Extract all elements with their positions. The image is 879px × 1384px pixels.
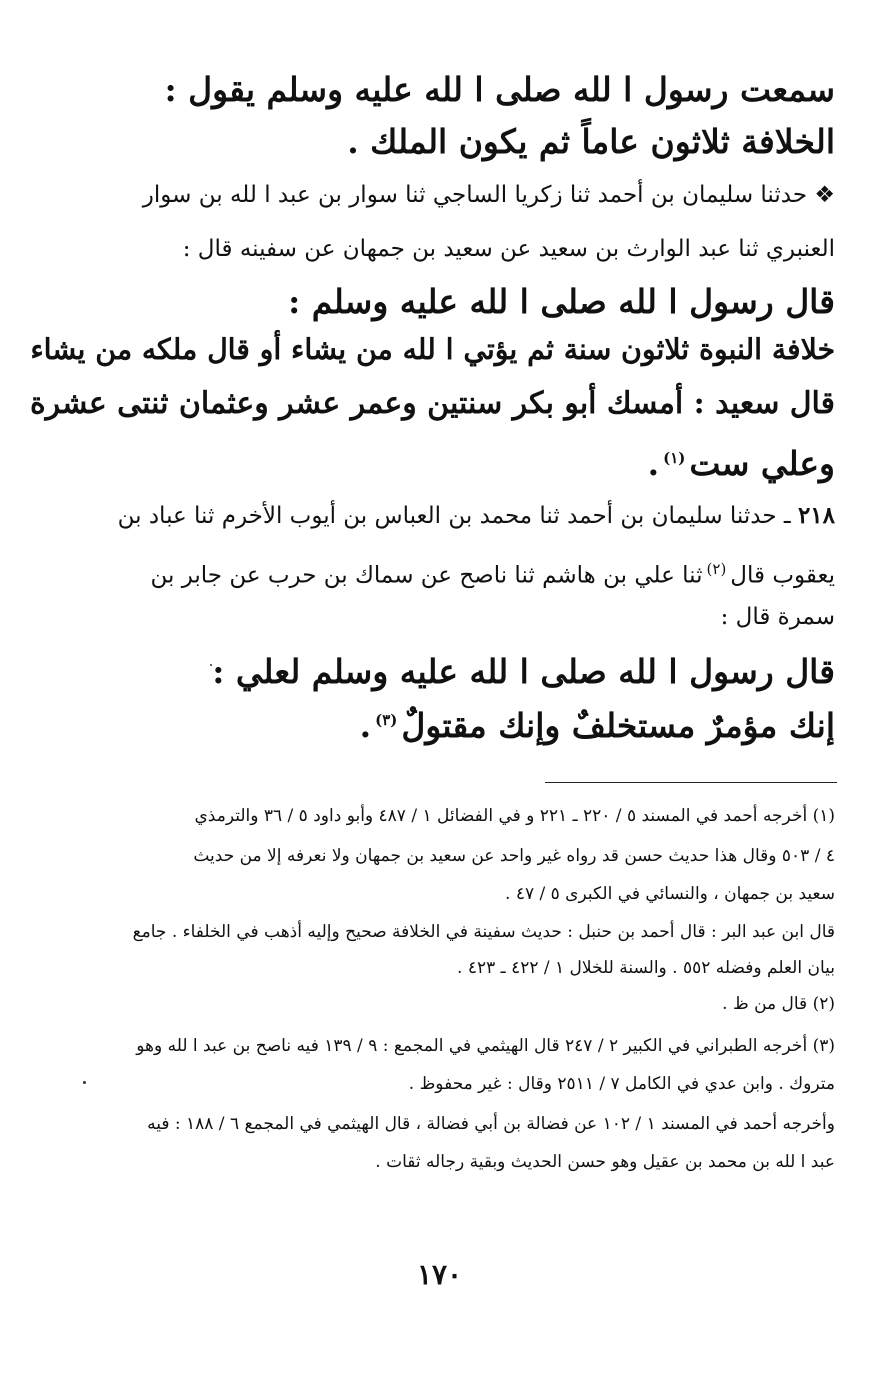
footnote-marker: (٣) (375, 711, 398, 729)
period: . (647, 444, 660, 483)
period: . (359, 706, 372, 745)
hadith-text: وعلي ست (689, 444, 835, 483)
footnote-line: قال ابن عبد البر : قال أحمد بن حنبل : حديث سفينة في الخلافة صحيح وإليه أذهب في الخلفاء . جامع (132, 922, 835, 942)
footnote-line: عبد ا لله بن محمد بن عقيل وهو حسن الحديث وبقية رجاله ثقات . (375, 1152, 835, 1172)
isnad-line (143, 182, 835, 208)
hadith-intro-line: قال رسول ا لله صلى ا لله عليه وسلم : (288, 282, 835, 321)
isnad-text: ثنا علي بن هاشم ثنا ناصح عن سماك بن حرب عن جابر بن (150, 562, 703, 589)
hadith-number: ٢١٨ (797, 502, 835, 529)
hadith-text-line (648, 444, 835, 483)
hadith-intro-line: قال رسول ا لله صلى ا لله عليه وسلم لعلي : (212, 652, 835, 691)
footnote-line: ٤ / ٥٠٣ وقال هذا حديث حسن قد رواه غير واحد عن سعيد بن جمهان ولا نعرفه إلا من حديث (193, 846, 835, 866)
hadith-intro-line: سمعت رسول ا لله صلى ا لله عليه وسلم يقول : (164, 70, 835, 109)
hadith-text-line: خلافة النبوة ثلاثون سنة ثم يؤتي ا لله من يشاء أو قال ملكه من يشاء (30, 332, 835, 366)
isnad-text: يعقوب قال (730, 562, 835, 589)
isnad-text: حدثنا سليمان بن أحمد ثنا زكريا الساجي ثنا سوار بن عبد ا لله بن سوار (142, 182, 808, 208)
scan-speck (83, 1081, 86, 1084)
footnote-line: (٣) أخرجه الطبراني في الكبير ٢ / ٢٤٧ قال الهيثمي في المجمع : ٩ / ١٣٩ فيه ناصح بن عبد ا لله وهو (136, 1036, 835, 1056)
scan-speck (210, 664, 212, 666)
footnote-line: (١) أخرجه أحمد في المسند ٥ / ٢٢٠ ـ ٢٢١ و في الفضائل ١ / ٤٨٧ وأبو داود ٥ / ٣٦ والترمذي (194, 806, 835, 826)
isnad-text: ـ حدثنا سليمان بن أحمد ثنا محمد بن العباس بن أيوب الأخرم ثنا عباد بن (117, 503, 791, 529)
page-number: ١٧٠ (416, 1258, 463, 1291)
isnad-line (118, 502, 835, 529)
footnote-line: متروك . وابن عدي في الكامل ٧ / ٢٥١١ وقال : غير محفوظ . (408, 1074, 835, 1094)
footnote-line: سعيد بن جمهان ، والنسائي في الكبرى ٥ / ٤٧ . (505, 884, 835, 904)
hadith-text-line: قال سعيد : أمسك أبو بكر سنتين وعمر عشر وعثمان ثنتى عشرة (29, 386, 835, 421)
bullet-marker-icon: ❖ (814, 182, 835, 208)
footnote-line: بيان العلم وفضله ٥٥٢ . والسنة للخلال ١ / ٤٢٢ ـ ٤٢٣ . (457, 958, 835, 978)
hadith-text: إنك مؤمرٌ مستخلفٌ وإنك مقتولٌ (401, 706, 835, 745)
footnote-line: (٢) قال من ظ . (722, 994, 835, 1014)
footnote-line: وأخرجه أحمد في المسند ١ / ١٠٢ عن فضالة بن أبي فضالة ، قال الهيثمي في المجمع ٦ / ١٨٨ : فيه (147, 1114, 835, 1134)
isnad-line: العنبري ثنا عبد الوارث بن سعيد عن سعيد بن جمهان عن سفينه قال : (182, 236, 835, 262)
isnad-line (150, 560, 835, 589)
isnad-line: سمرة قال : (720, 604, 835, 630)
footnote-divider (545, 782, 837, 783)
hadith-text-line: الخلافة ثلاثون عاماً ثم يكون الملك . (347, 122, 835, 161)
footnote-marker: (١) (663, 449, 686, 467)
hadith-text-line (360, 706, 835, 745)
footnote-marker: (٢) (706, 560, 727, 578)
